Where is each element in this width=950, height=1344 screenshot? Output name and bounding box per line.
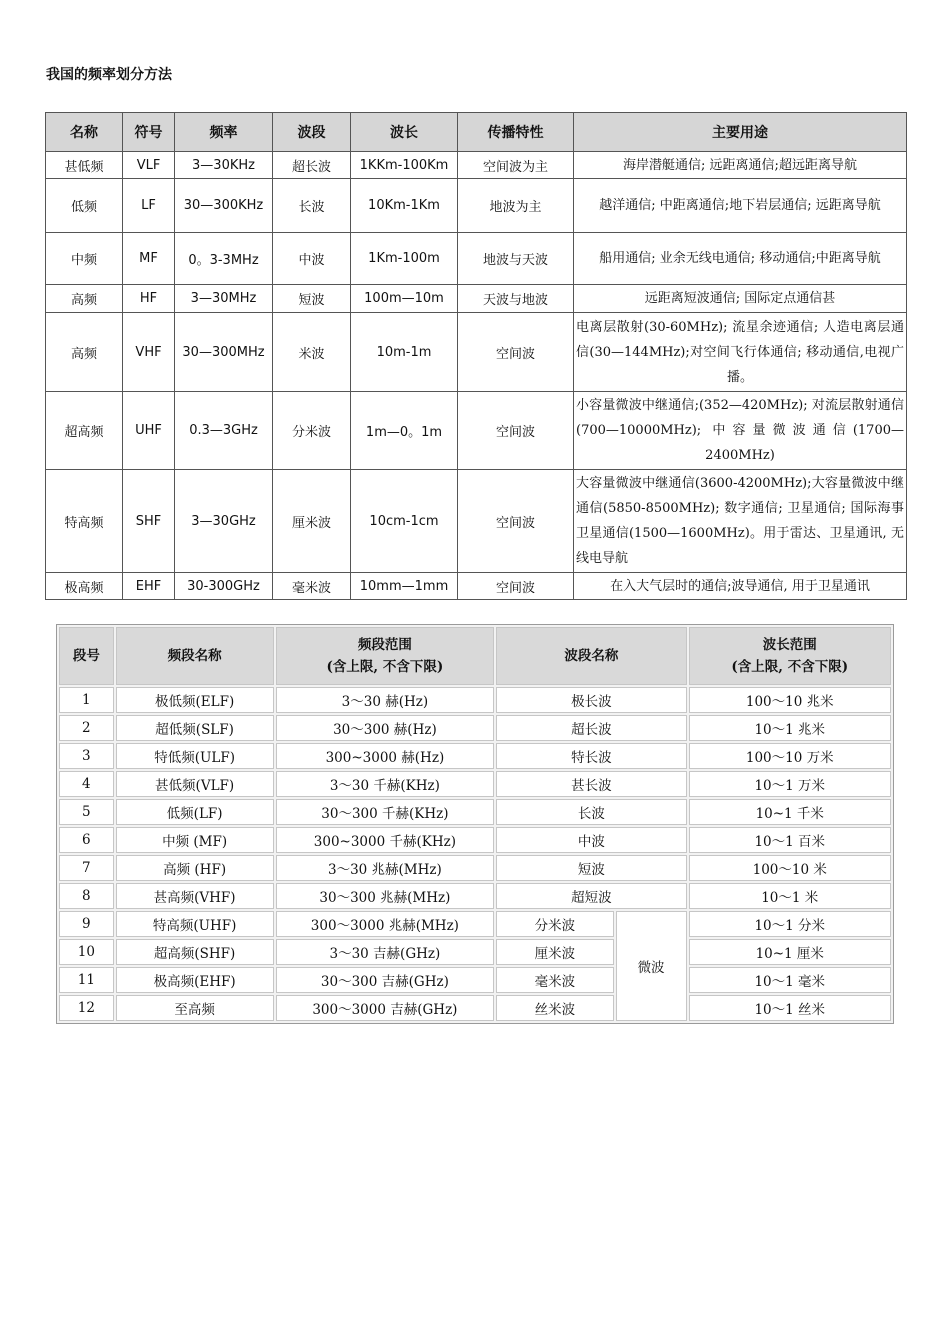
- cell-usage: 小容量微波中继通信;(352—420MHz); 对流层散射通信(700—10000MHz); 中容量微波通信(1700—2400MHz): [574, 392, 907, 470]
- table-row: [59, 939, 891, 965]
- cell-band-name: 丝米波: [496, 995, 613, 1021]
- header-name: 名称: [46, 113, 123, 152]
- cell-propagation: 空间波: [458, 470, 574, 573]
- header-symbol: 符号: [123, 113, 175, 152]
- cell-name: 极高频: [46, 573, 123, 600]
- header-wave-range-line2: (含上限, 不含下限): [731, 659, 849, 675]
- cell-freq-name: 特高频(UHF): [116, 911, 274, 937]
- table-row: [46, 392, 907, 470]
- cell-usage: 船用通信; 业余无线电通信; 移动通信;中距离导航: [574, 233, 907, 285]
- table-row: [46, 285, 907, 313]
- cell-wavelength: 1Km-100m: [351, 233, 458, 285]
- header-freq-name: 频段名称: [116, 627, 274, 685]
- header-wavelength: 波长: [351, 113, 458, 152]
- cell-frequency: 3—30KHz: [175, 152, 273, 179]
- cell-name: 甚低频: [46, 152, 123, 179]
- cell-usage: 越洋通信; 中距离通信;地下岩层通信; 远距离导航: [574, 179, 907, 233]
- cell-frequency: 3—30GHz: [175, 470, 273, 573]
- table-row: [46, 152, 907, 179]
- table-row: [59, 967, 891, 993]
- table-row: [59, 911, 891, 937]
- cell-freq-range: 3～30 赫(Hz): [276, 687, 495, 713]
- cell-freq-range: 300~3000 赫(Hz): [276, 743, 495, 769]
- cell-frequency: 0。3-3MHz: [175, 233, 273, 285]
- cell-symbol: LF: [123, 179, 175, 233]
- table-row: [59, 827, 891, 853]
- cell-frequency: 3—30MHz: [175, 285, 273, 313]
- cell-propagation: 地波与天波: [458, 233, 574, 285]
- cell-wave-range: 100～10 万米: [689, 743, 892, 769]
- cell-band-name: 毫米波: [496, 967, 613, 993]
- cell-name: 超高频: [46, 392, 123, 470]
- cell-band-name: 甚长波: [496, 771, 686, 797]
- cell-band-name: 中波: [496, 827, 686, 853]
- table-row: [59, 855, 891, 881]
- cell-band-name: 短波: [496, 855, 686, 881]
- header-segment: 段号: [59, 627, 114, 685]
- cell-name: 特高频: [46, 470, 123, 573]
- cell-wave-range: 10～1 万米: [689, 771, 892, 797]
- header-wave-range-line1: 波长范围: [762, 637, 817, 653]
- cell-wave-range: 100～10 兆米: [689, 687, 892, 713]
- table-row: [59, 771, 891, 797]
- cell-wavelength: 1m—0。1m: [351, 392, 458, 470]
- cell-wavelength: 10cm-1cm: [351, 470, 458, 573]
- cell-frequency: 30—300KHz: [175, 179, 273, 233]
- cell-band-name: 特长波: [496, 743, 686, 769]
- cell-no: 5: [59, 799, 114, 825]
- cell-name: 高频: [46, 285, 123, 313]
- header-freq-range-line1: 频段范围: [357, 637, 412, 653]
- cell-freq-name: 甚高频(VHF): [116, 883, 274, 909]
- header-band: 波段: [273, 113, 351, 152]
- cell-propagation: 天波与地波: [458, 285, 574, 313]
- cell-no: 8: [59, 883, 114, 909]
- cell-wavelength: 10m-1m: [351, 313, 458, 392]
- cell-freq-range: 30～300 吉赫(GHz): [276, 967, 495, 993]
- header-band-name: 波段名称: [496, 627, 686, 685]
- cell-band: 毫米波: [273, 573, 351, 600]
- table-row: [59, 995, 891, 1021]
- cell-wavelength: 1KKm-100Km: [351, 152, 458, 179]
- table-row: [59, 715, 891, 741]
- cell-freq-name: 低频(LF): [116, 799, 274, 825]
- cell-propagation: 空间波: [458, 573, 574, 600]
- cell-wave-range: 10~1 千米: [689, 799, 892, 825]
- cell-symbol: HF: [123, 285, 175, 313]
- cell-symbol: VLF: [123, 152, 175, 179]
- cell-propagation: 空间波: [458, 313, 574, 392]
- cell-freq-name: 甚低频(VLF): [116, 771, 274, 797]
- table-row: [46, 573, 907, 600]
- cell-symbol: UHF: [123, 392, 175, 470]
- header-freq-range-line2: (含上限, 不含下限): [326, 659, 444, 675]
- cell-freq-range: 3～30 兆赫(MHz): [276, 855, 495, 881]
- cell-band: 超长波: [273, 152, 351, 179]
- cell-propagation: 空间波为主: [458, 152, 574, 179]
- cell-band: 厘米波: [273, 470, 351, 573]
- cell-name: 高频: [46, 313, 123, 392]
- cell-wave-range: 10～1 米: [689, 883, 892, 909]
- cell-freq-name: 超低频(SLF): [116, 715, 274, 741]
- cell-wave-range: 10～1 毫米: [689, 967, 892, 993]
- cell-usage: 大容量微波中继通信(3600-4200MHz);大容量微波中继通信(5850-8500MHz); 数字通信; 卫星通信; 国际海事卫星通信(1500—1600MHz)。用于雷达、卫星通讯, 无线电导航: [574, 470, 907, 573]
- cell-band: 中波: [273, 233, 351, 285]
- cell-usage: 海岸潜艇通信; 远距离通信;超远距离导航: [574, 152, 907, 179]
- cell-no: 9: [59, 911, 114, 937]
- cell-freq-range: 300~3000 千赫(KHz): [276, 827, 495, 853]
- cell-freq-range: 30～300 千赫(KHz): [276, 799, 495, 825]
- frequency-band-table: [56, 624, 894, 1024]
- cell-wave-range: 10～1 百米: [689, 827, 892, 853]
- cell-no: 10: [59, 939, 114, 965]
- cell-usage: 电离层散射(30-60MHz); 流星余迹通信; 人造电离层通信(30—144MHz);对空间飞行体通信; 移动通信,电视广播。: [574, 313, 907, 392]
- cell-frequency: 30—300MHz: [175, 313, 273, 392]
- cell-symbol: SHF: [123, 470, 175, 573]
- cell-band: 短波: [273, 285, 351, 313]
- cell-band: 米波: [273, 313, 351, 392]
- cell-freq-name: 高频 (HF): [116, 855, 274, 881]
- cell-usage: 远距离短波通信; 国际定点通信甚: [574, 285, 907, 313]
- header-wave-range: [689, 627, 892, 685]
- table-row: [59, 883, 891, 909]
- cell-band-name: 厘米波: [496, 939, 613, 965]
- cell-no: 4: [59, 771, 114, 797]
- cell-band-name: 超长波: [496, 715, 686, 741]
- table-row: [59, 687, 891, 713]
- table1-header-row: [46, 113, 907, 152]
- cell-no: 11: [59, 967, 114, 993]
- table-row: [46, 470, 907, 573]
- cell-propagation: 地波为主: [458, 179, 574, 233]
- cell-freq-name: 至高频: [116, 995, 274, 1021]
- cell-name: 中频: [46, 233, 123, 285]
- cell-name: 低频: [46, 179, 123, 233]
- cell-freq-range: 300～3000 吉赫(GHz): [276, 995, 495, 1021]
- cell-wavelength: 10mm—1mm: [351, 573, 458, 600]
- cell-band-name: 超短波: [496, 883, 686, 909]
- cell-freq-name: 极高频(EHF): [116, 967, 274, 993]
- cell-symbol: MF: [123, 233, 175, 285]
- cell-no: 2: [59, 715, 114, 741]
- cell-frequency: 0.3—3GHz: [175, 392, 273, 470]
- cell-wave-range: 10～1 兆米: [689, 715, 892, 741]
- cell-freq-range: 30～300 兆赫(MHz): [276, 883, 495, 909]
- cell-wave-range: 100～10 米: [689, 855, 892, 881]
- cell-microwave-group: 微波: [616, 911, 687, 1021]
- cell-freq-range: 300～3000 兆赫(MHz): [276, 911, 495, 937]
- cell-no: 7: [59, 855, 114, 881]
- cell-frequency: 30-300GHz: [175, 573, 273, 600]
- cell-no: 6: [59, 827, 114, 853]
- header-freq-range: [276, 627, 495, 685]
- cell-no: 1: [59, 687, 114, 713]
- table-row: [46, 233, 907, 285]
- cell-wave-range: 10~1 厘米: [689, 939, 892, 965]
- header-propagation: 传播特性: [458, 113, 574, 152]
- header-frequency: 频率: [175, 113, 273, 152]
- cell-band-name: 极长波: [496, 687, 686, 713]
- cell-band: 分米波: [273, 392, 351, 470]
- cell-no: 12: [59, 995, 114, 1021]
- page-title: 我国的频率划分方法: [46, 67, 172, 83]
- frequency-division-table: [45, 112, 907, 600]
- table2-header-row: [59, 627, 891, 685]
- cell-freq-range: 3～30 千赫(KHz): [276, 771, 495, 797]
- cell-freq-range: 30～300 赫(Hz): [276, 715, 495, 741]
- table-row: [59, 799, 891, 825]
- cell-usage: 在入大气层时的通信;波导通信, 用于卫星通讯: [574, 573, 907, 600]
- table-row: [46, 313, 907, 392]
- cell-symbol: VHF: [123, 313, 175, 392]
- table-row: [46, 179, 907, 233]
- cell-wave-range: 10～1 分米: [689, 911, 892, 937]
- cell-freq-name: 中频 (MF): [116, 827, 274, 853]
- cell-freq-name: 超高频(SHF): [116, 939, 274, 965]
- cell-freq-name: 极低频(ELF): [116, 687, 274, 713]
- cell-freq-range: 3～30 吉赫(GHz): [276, 939, 495, 965]
- cell-band-name: 分米波: [496, 911, 613, 937]
- cell-wave-range: 10～1 丝米: [689, 995, 892, 1021]
- cell-propagation: 空间波: [458, 392, 574, 470]
- cell-wavelength: 10Km-1Km: [351, 179, 458, 233]
- cell-band-name: 长波: [496, 799, 686, 825]
- cell-wavelength: 100m—10m: [351, 285, 458, 313]
- cell-freq-name: 特低频(ULF): [116, 743, 274, 769]
- cell-symbol: EHF: [123, 573, 175, 600]
- cell-no: 3: [59, 743, 114, 769]
- header-usage: 主要用途: [574, 113, 907, 152]
- table-row: [59, 743, 891, 769]
- cell-band: 长波: [273, 179, 351, 233]
